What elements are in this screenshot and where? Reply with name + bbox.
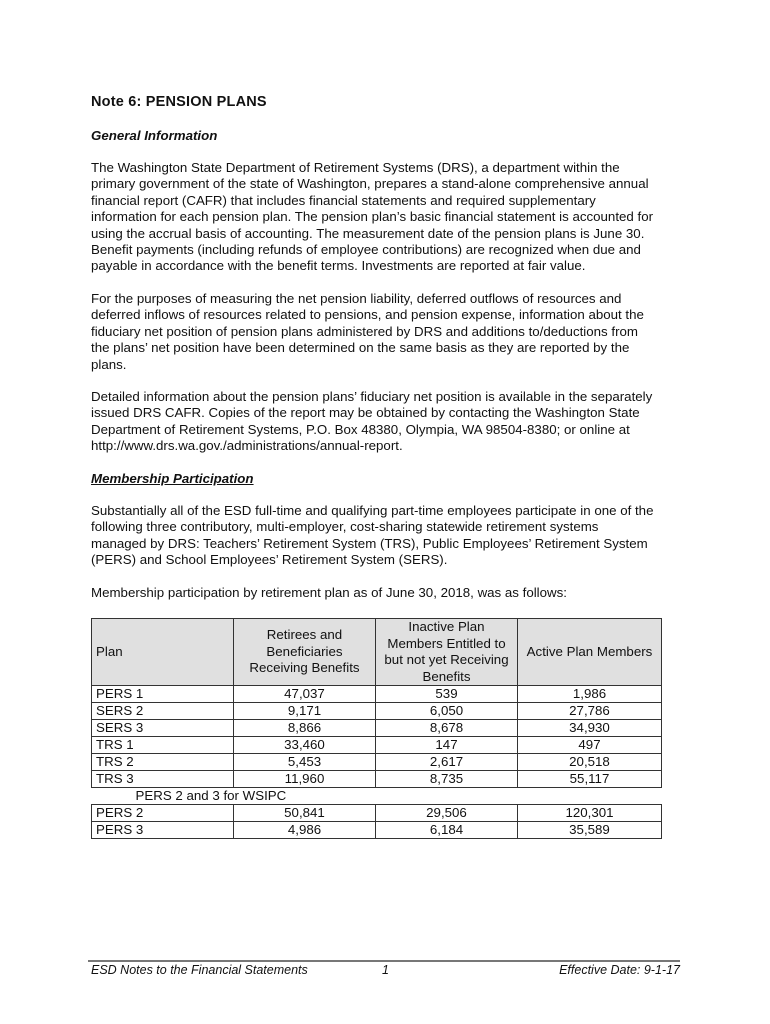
table-row bbox=[92, 754, 662, 771]
plan-name-cell: SERS 3 bbox=[92, 720, 234, 737]
column-header-inactive: Inactive Plan Members Entitled to but not yet Receiving Benefits bbox=[376, 619, 518, 686]
plan-name-cell: TRS 2 bbox=[92, 754, 234, 771]
text-line: financial report (CAFR) that includes financial statements and required supplementary bbox=[91, 192, 596, 208]
text-line: primary government of the state of Washington, prepares a stand-alone comprehensive annual bbox=[91, 176, 649, 192]
plan-name-cell: PERS 1 bbox=[92, 686, 234, 703]
table-row bbox=[92, 686, 662, 703]
plan-name-cell: TRS 1 bbox=[92, 737, 234, 754]
value-cell: 2,617 bbox=[376, 754, 518, 771]
value-cell: 1,986 bbox=[518, 686, 662, 703]
value-cell: 4,986 bbox=[234, 822, 376, 839]
membership-table bbox=[91, 618, 662, 839]
value-cell: 20,518 bbox=[518, 754, 662, 771]
value-cell: 27,786 bbox=[518, 703, 662, 720]
text-line: Substantially all of the ESD full-time and qualifying part-time employees participate in one of the bbox=[91, 503, 654, 518]
text-line: the plans’ net position have been determined on the same basis as they are reported by the bbox=[91, 340, 630, 356]
table-row bbox=[92, 822, 662, 839]
text-line: plans. bbox=[91, 356, 127, 372]
plan-name-cell: SERS 2 bbox=[92, 703, 234, 720]
text-line: following three contributory, multi-employer, cost-sharing statewide retirement systems bbox=[91, 519, 599, 535]
text-line: managed by DRS: Teachers’ Retirement System (TRS), Public Employees’ Retirement System bbox=[91, 535, 648, 551]
value-cell: 6,050 bbox=[376, 703, 518, 720]
table-row bbox=[92, 805, 662, 822]
value-cell: 5,453 bbox=[234, 754, 376, 771]
value-cell: 35,589 bbox=[518, 822, 662, 839]
value-cell: 55,117 bbox=[518, 771, 662, 788]
value-cell: 6,184 bbox=[376, 822, 518, 839]
page-title: Note 6: PENSION PLANS bbox=[91, 94, 267, 110]
plan-name-cell: PERS 2 bbox=[92, 805, 234, 822]
text-line: (PERS) and School Employees’ Retirement System (SERS). bbox=[91, 552, 448, 568]
text-line: The Washington State Department of Retirement Systems (DRS), a department within the bbox=[91, 160, 620, 175]
text-line: For the purposes of measuring the net pension liability, deferred outflows of resources and bbox=[91, 291, 622, 306]
footer-divider bbox=[88, 960, 680, 962]
column-header-retirees: Retirees and Beneficiaries Receiving Benefits bbox=[234, 619, 376, 686]
table-group-row bbox=[92, 788, 662, 805]
column-header-plan: Plan bbox=[92, 619, 234, 686]
footer-document-name: ESD Notes to the Financial Statements bbox=[91, 963, 308, 977]
plan-name-cell: TRS 3 bbox=[92, 771, 234, 788]
paragraph-general-info bbox=[91, 160, 653, 275]
value-cell: 47,037 bbox=[234, 686, 376, 703]
text-line: information for each pension plan. The pension plan’s basic financial statement is accounted for bbox=[91, 209, 654, 225]
value-cell: 539 bbox=[376, 686, 518, 703]
column-header-active: Active Plan Members bbox=[518, 619, 662, 686]
text-line: http://www.drs.wa.gov./administrations/annual-report. bbox=[91, 438, 403, 454]
value-cell: 34,930 bbox=[518, 720, 662, 737]
value-cell: 8,866 bbox=[234, 720, 376, 737]
footer-effective-date: Effective Date: 9-1-17 bbox=[559, 963, 680, 977]
value-cell: 8,735 bbox=[376, 771, 518, 788]
paragraph-membership-intro: Membership participation by retirement plan as of June 30, 2018, was as follows: bbox=[91, 585, 567, 600]
paragraph-membership bbox=[91, 503, 653, 569]
section-heading-membership: Membership Participation bbox=[91, 471, 254, 486]
table-row bbox=[92, 771, 662, 788]
value-cell: 120,301 bbox=[518, 805, 662, 822]
table-header-row bbox=[92, 619, 662, 686]
value-cell: 147 bbox=[376, 737, 518, 754]
text-line: Detailed information about the pension plans’ fiduciary net position is available in the separately bbox=[91, 389, 653, 404]
table-row bbox=[92, 737, 662, 754]
text-line: Department of Retirement Systems, P.O. Box 48380, Olympia, WA 98504-8380; or online at bbox=[91, 421, 630, 437]
value-cell: 29,506 bbox=[376, 805, 518, 822]
text-line: Benefit payments (including refunds of employee contributions) are recognized when due and bbox=[91, 242, 641, 258]
value-cell: 497 bbox=[518, 737, 662, 754]
text-line: deferred inflows of resources related to pensions, and pension expense, information about the bbox=[91, 307, 644, 323]
text-line: payable in accordance with the benefit terms. Investments are reported at fair value. bbox=[91, 258, 586, 274]
value-cell: 11,960 bbox=[234, 771, 376, 788]
section-heading-general-information: General Information bbox=[91, 128, 218, 143]
value-cell: 33,460 bbox=[234, 737, 376, 754]
value-cell: 50,841 bbox=[234, 805, 376, 822]
text-line: fiduciary net position of pension plans administered by DRS and additions to/deductions from bbox=[91, 323, 638, 339]
value-cell: 8,678 bbox=[376, 720, 518, 737]
page-number: 1 bbox=[382, 963, 389, 977]
value-cell: 9,171 bbox=[234, 703, 376, 720]
text-line: issued DRS CAFR. Copies of the report may be obtained by contacting the Washington State bbox=[91, 405, 640, 421]
plan-name-cell: PERS 3 bbox=[92, 822, 234, 839]
table-row bbox=[92, 720, 662, 737]
paragraph-measurement-basis bbox=[91, 291, 644, 373]
group-label: PERS 2 and 3 for WSIPC bbox=[135, 788, 287, 803]
paragraph-cafr-info bbox=[91, 389, 652, 455]
text-line: using the accrual basis of accounting. The measurement date of the pension plans is June 30. bbox=[91, 225, 645, 241]
table-row bbox=[92, 703, 662, 720]
